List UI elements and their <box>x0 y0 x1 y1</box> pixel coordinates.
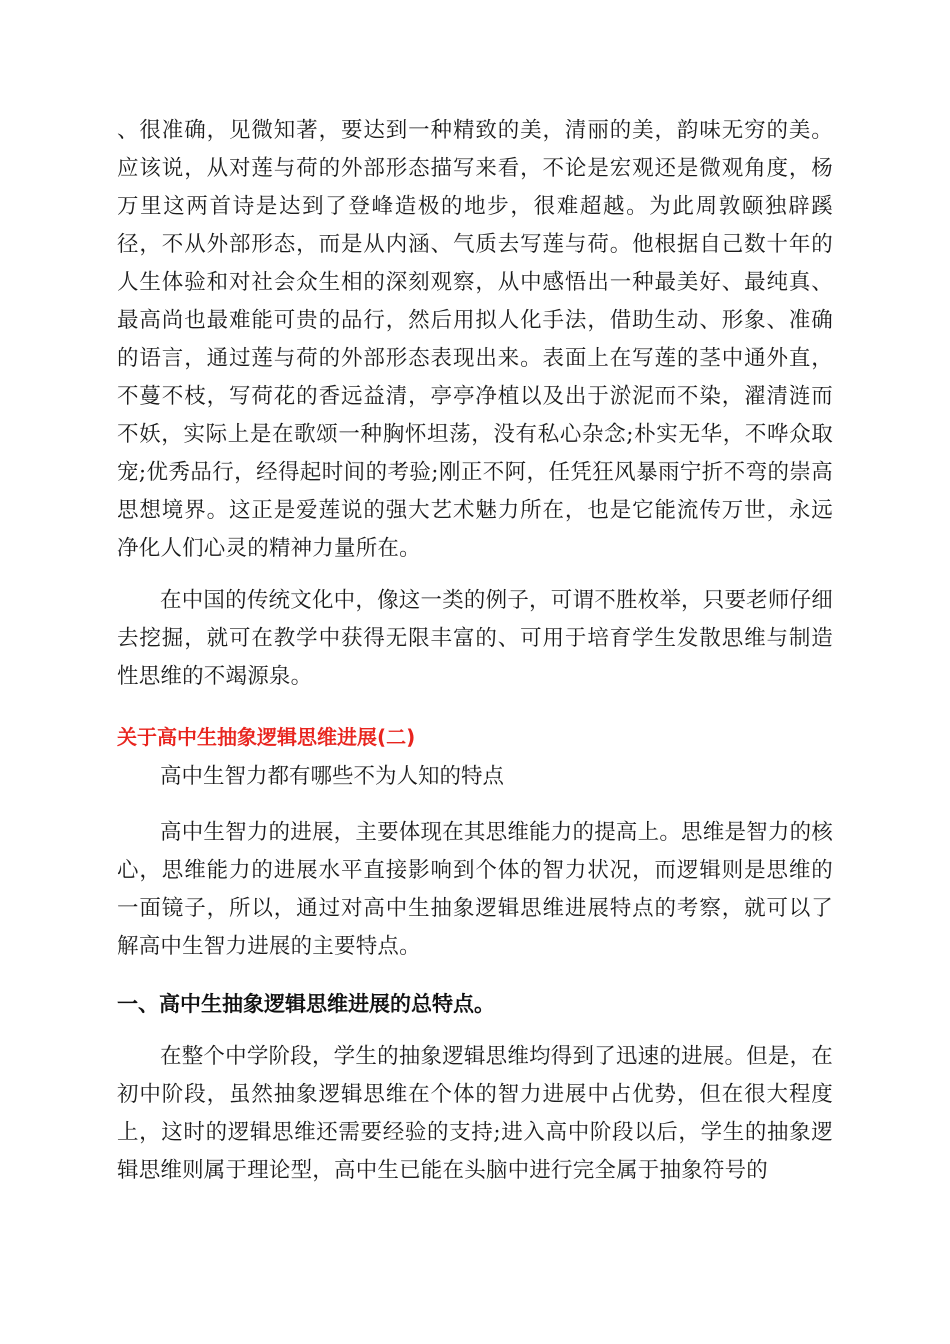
paragraph-abstract-logic: 在整个中学阶段，学生的抽象逻辑思维均得到了迅速的进展。但是，在初中阶段，虽然抽象逻辑思维在个体的智力进展中占优势，但在很大程度上，这时的逻辑思维还需要经验的支持;进入高中阶段以后，学生的抽象逻辑思维则属于理论型，高中生已能在头脑中进行完全属于抽象符号的 <box>117 1044 833 1183</box>
paragraph-traditional-culture: 在中国的传统文化中，像这一类的例子，可谓不胜枚举，只要老师仔细去挖掘，就可在教学中获得无限丰富的、可用于培育学生发散思维与制造性思维的不竭源泉。 <box>117 588 833 689</box>
section-title: 关于高中生抽象逻辑思维进展(二) <box>117 725 416 749</box>
document-page <box>117 112 833 1190</box>
paragraph-intelligence-development: 高中生智力的进展，主要体现在其思维能力的提高上。思维是智力的核心，思维能力的进展水平直接影响到个体的智力状况，而逻辑则是思维的一面镜子，所以，通过对高中生抽象逻辑思维进展特点的考察，就可以了解高中生智力进展的主要特点。 <box>117 820 833 959</box>
paragraph-lotus-analysis: 、很准确，见微知著，要达到一种精致的美，清丽的美，韵味无穷的美。应该说，从对莲与荷的外部形态描写来看，不论是宏观还是微观角度，杨万里这两首诗是达到了登峰造极的地步，很难超越。为此周敦颐独辟蹊径，不从外部形态，而是从内涵、气质去写莲与荷。他根据自己数十年的人生体验和对社会众生相的深刻观察，从中感悟出一种最美好、最纯真、最高尚也最难能可贵的品行，然后用拟人化手法，借助生动、形象、准确的语言，通过莲与荷的外部形态表现出来。表面上在写莲的茎中通外直，不蔓不枝，写荷花的香远益清，亭亭净植以及出于淤泥而不染，濯清涟而不妖，实际上是在歌颂一种胸怀坦荡，没有私心杂念;朴实无华，不哗众取宠;优秀品行，经得起时间的考验;刚正不阿，任凭狂风暴雨宁折不弯的崇高思想境界。这正是爱莲说的强大艺术魅力所在，也是它能流传万世，永远净化人们心灵的精神力量所在。 <box>117 118 833 561</box>
heading-general-features: 一、高中生抽象逻辑思维进展的总特点。 <box>117 992 495 1016</box>
section-subtitle: 高中生智力都有哪些不为人知的特点 <box>160 764 505 789</box>
